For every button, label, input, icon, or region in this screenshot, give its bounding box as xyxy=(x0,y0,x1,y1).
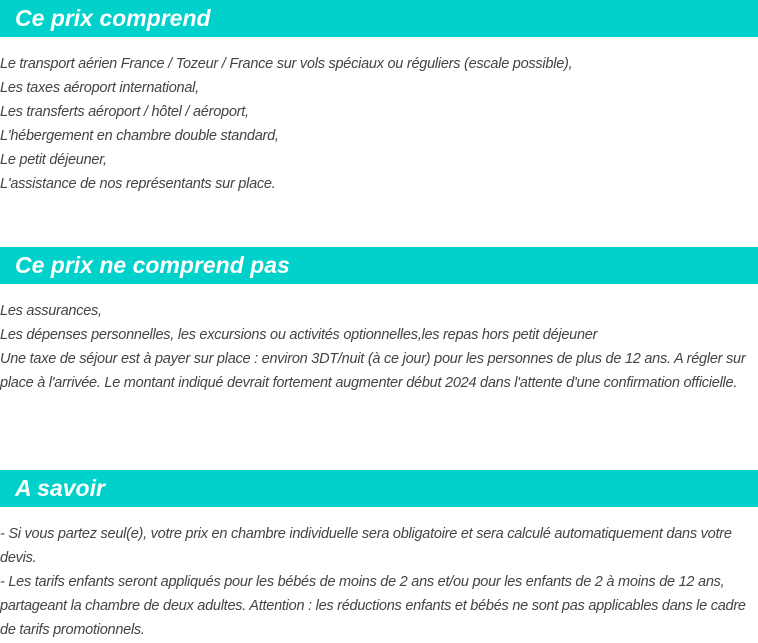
section-title-included: Ce prix comprend xyxy=(0,0,758,37)
list-item: - Si vous partez seul(e), votre prix en chambre individuelle sera obligatoire et sera calculé automatiquement dans votre devis. xyxy=(0,526,732,566)
section-title-good-to-know: A savoir xyxy=(0,470,758,507)
section-title-not-included: Ce prix ne comprend pas xyxy=(0,247,758,284)
list-item: L'hébergement en chambre double standard, xyxy=(0,128,279,144)
section-included xyxy=(0,0,758,196)
list-item: Une taxe de séjour est à payer sur place : environ 3DT/nuit (à ce jour) pour les personnes de plus de 12 ans. A régler sur place à l'arrivée. Le montant indiqué devrait fortement augmenter début 2024 dans l'attente d'une confirmation officielle. xyxy=(0,351,746,391)
good-to-know-list xyxy=(0,522,758,642)
list-item: Le petit déjeuner, xyxy=(0,152,107,168)
list-item: Les taxes aéroport international, xyxy=(0,80,199,96)
section-not-included xyxy=(0,247,758,395)
list-item: Les assurances, xyxy=(0,303,102,319)
list-item: Les dépenses personnelles, les excursions ou activités optionnelles,les repas hors petit déjeuner xyxy=(0,327,598,343)
list-item: - Les tarifs enfants seront appliqués pour les bébés de moins de 2 ans et/ou pour les enfants de 2 à moins de 12 ans, partageant la chambre de deux adultes. Attention : les réductions enfants et bébés ne sont pas applicables dans le cadre de tarifs promotionnels. xyxy=(0,574,746,638)
list-item: L'assistance de nos représentants sur place. xyxy=(0,176,276,192)
list-item: Le transport aérien France / Tozeur / France sur vols spéciaux ou réguliers (escale possible), xyxy=(0,56,573,72)
section-good-to-know xyxy=(0,470,758,642)
included-list xyxy=(0,52,758,196)
list-item: Les transferts aéroport / hôtel / aéroport, xyxy=(0,104,249,120)
not-included-list xyxy=(0,299,758,395)
